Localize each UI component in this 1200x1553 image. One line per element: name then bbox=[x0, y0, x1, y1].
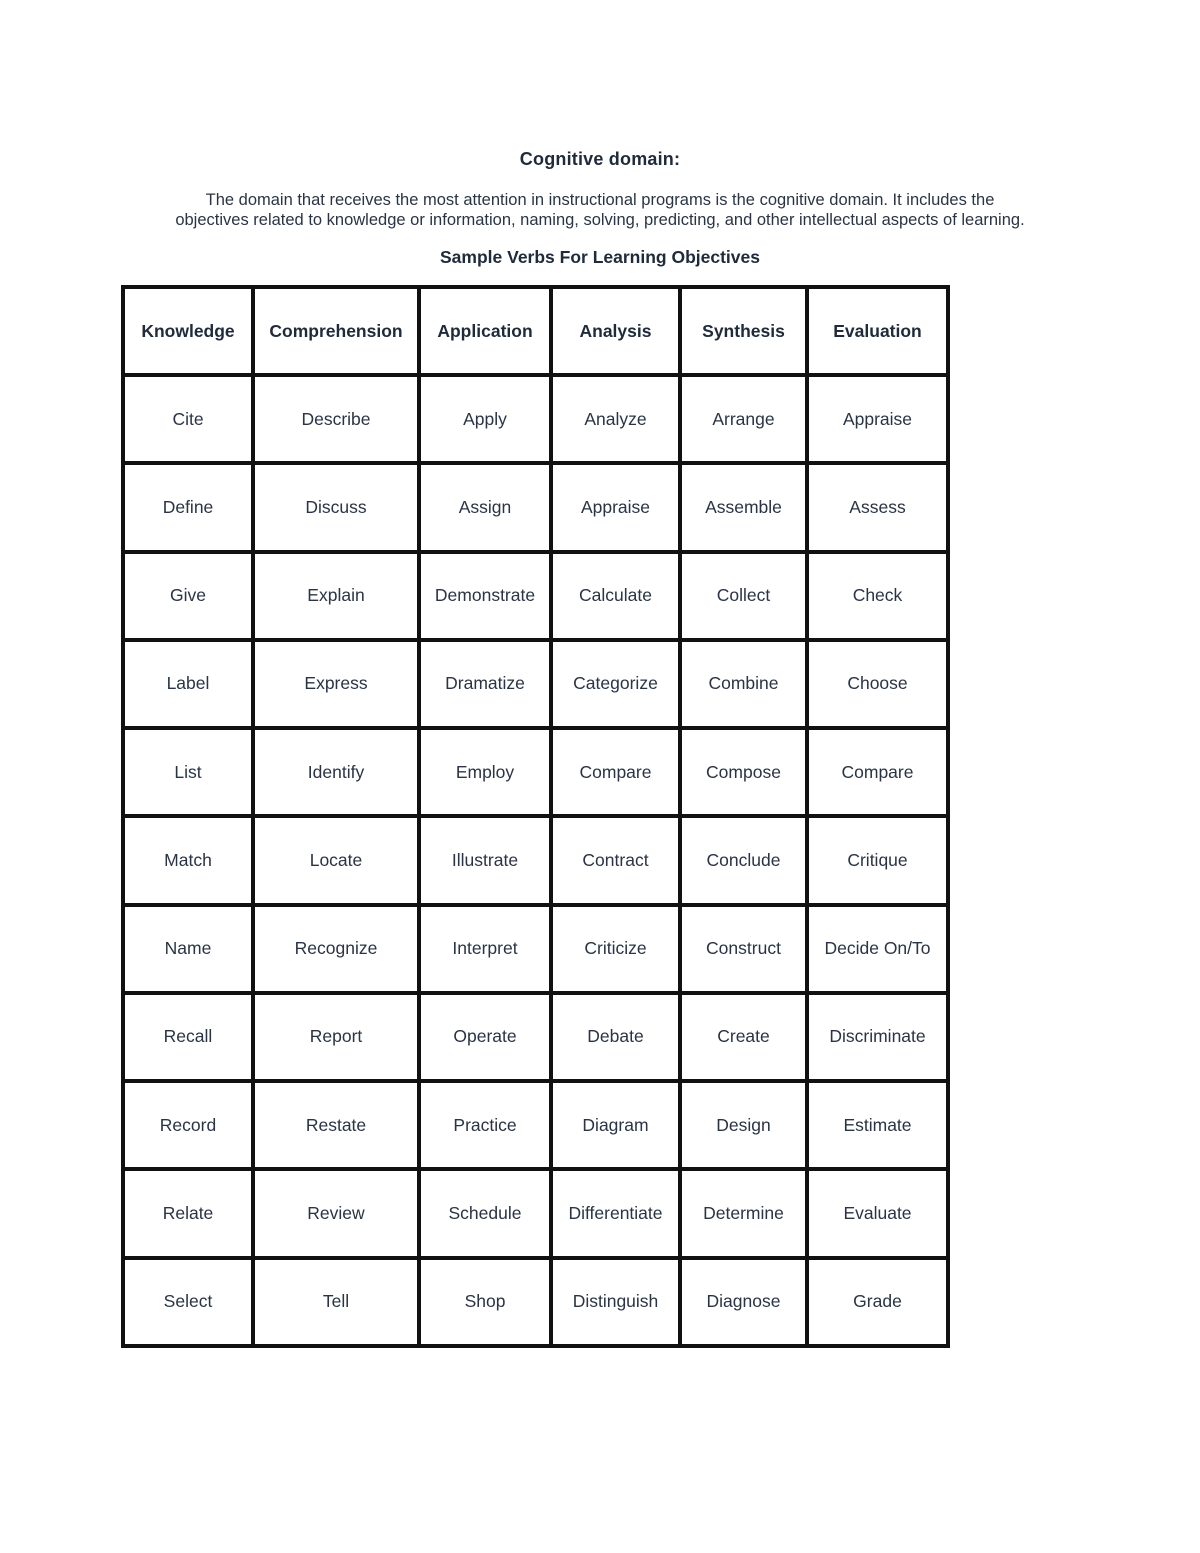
cell-synthesis: Compose bbox=[680, 728, 807, 816]
cell-application: Assign bbox=[419, 463, 551, 551]
cell-knowledge: Give bbox=[123, 552, 253, 640]
cell-application: Employ bbox=[419, 728, 551, 816]
cell-evaluation: Check bbox=[807, 552, 948, 640]
intro-line-2: objectives related to knowledge or information, naming, solving, predicting, and other intellectual aspects of learning. bbox=[175, 211, 1025, 229]
cell-synthesis: Collect bbox=[680, 552, 807, 640]
table-row bbox=[123, 375, 948, 463]
cell-analysis: Contract bbox=[551, 816, 680, 904]
cell-application: Illustrate bbox=[419, 816, 551, 904]
cell-analysis: Calculate bbox=[551, 552, 680, 640]
cell-synthesis: Construct bbox=[680, 905, 807, 993]
cell-comprehension: Describe bbox=[253, 375, 419, 463]
table-row bbox=[123, 905, 948, 993]
cell-evaluation: Decide On/To bbox=[807, 905, 948, 993]
cell-knowledge: Relate bbox=[123, 1169, 253, 1257]
cell-knowledge: Match bbox=[123, 816, 253, 904]
cell-synthesis: Design bbox=[680, 1081, 807, 1169]
cell-application: Shop bbox=[419, 1258, 551, 1346]
cell-comprehension: Explain bbox=[253, 552, 419, 640]
header-application: Application bbox=[419, 287, 551, 375]
cell-analysis: Appraise bbox=[551, 463, 680, 551]
cell-synthesis: Create bbox=[680, 993, 807, 1081]
cell-synthesis: Conclude bbox=[680, 816, 807, 904]
cell-application: Interpret bbox=[419, 905, 551, 993]
cell-application: Schedule bbox=[419, 1169, 551, 1257]
cell-analysis: Distinguish bbox=[551, 1258, 680, 1346]
table-row bbox=[123, 463, 948, 551]
cell-application: Dramatize bbox=[419, 640, 551, 728]
cell-analysis: Criticize bbox=[551, 905, 680, 993]
cell-evaluation: Discriminate bbox=[807, 993, 948, 1081]
cell-analysis: Categorize bbox=[551, 640, 680, 728]
cell-synthesis: Diagnose bbox=[680, 1258, 807, 1346]
cell-evaluation: Choose bbox=[807, 640, 948, 728]
cell-evaluation: Compare bbox=[807, 728, 948, 816]
cell-knowledge: Record bbox=[123, 1081, 253, 1169]
page-title: Cognitive domain: bbox=[519, 149, 681, 169]
table-row bbox=[123, 1258, 948, 1346]
cell-knowledge: Cite bbox=[123, 375, 253, 463]
cell-evaluation: Critique bbox=[807, 816, 948, 904]
cell-knowledge: Select bbox=[123, 1258, 253, 1346]
table-row bbox=[123, 640, 948, 728]
cell-synthesis: Assemble bbox=[680, 463, 807, 551]
cell-knowledge: Name bbox=[123, 905, 253, 993]
table-title: Sample Verbs For Learning Objectives bbox=[440, 247, 760, 267]
cell-knowledge: Recall bbox=[123, 993, 253, 1081]
learning-verbs-table bbox=[121, 285, 950, 1348]
table-row bbox=[123, 552, 948, 640]
table-header-row bbox=[123, 287, 948, 375]
cell-evaluation: Evaluate bbox=[807, 1169, 948, 1257]
cell-comprehension: Report bbox=[253, 993, 419, 1081]
cell-evaluation: Grade bbox=[807, 1258, 948, 1346]
cell-comprehension: Review bbox=[253, 1169, 419, 1257]
cell-comprehension: Discuss bbox=[253, 463, 419, 551]
cell-analysis: Differentiate bbox=[551, 1169, 680, 1257]
cell-comprehension: Recognize bbox=[253, 905, 419, 993]
cell-synthesis: Combine bbox=[680, 640, 807, 728]
cell-knowledge: Define bbox=[123, 463, 253, 551]
cell-evaluation: Assess bbox=[807, 463, 948, 551]
cell-comprehension: Tell bbox=[253, 1258, 419, 1346]
cell-knowledge: List bbox=[123, 728, 253, 816]
cell-analysis: Compare bbox=[551, 728, 680, 816]
intro-line-1: The domain that receives the most attention in instructional programs is the cognitive domain. It includes the bbox=[205, 191, 995, 209]
cell-comprehension: Locate bbox=[253, 816, 419, 904]
cell-evaluation: Estimate bbox=[807, 1081, 948, 1169]
header-analysis: Analysis bbox=[551, 287, 680, 375]
cell-application: Demonstrate bbox=[419, 552, 551, 640]
cell-comprehension: Restate bbox=[253, 1081, 419, 1169]
header-evaluation: Evaluation bbox=[807, 287, 948, 375]
header-knowledge: Knowledge bbox=[123, 287, 253, 375]
table-row bbox=[123, 993, 948, 1081]
table-row bbox=[123, 1169, 948, 1257]
table-row bbox=[123, 1081, 948, 1169]
header-synthesis: Synthesis bbox=[680, 287, 807, 375]
cell-analysis: Debate bbox=[551, 993, 680, 1081]
cell-synthesis: Arrange bbox=[680, 375, 807, 463]
table-body bbox=[123, 375, 948, 1346]
cell-analysis: Analyze bbox=[551, 375, 680, 463]
cell-comprehension: Express bbox=[253, 640, 419, 728]
cell-application: Apply bbox=[419, 375, 551, 463]
cell-evaluation: Appraise bbox=[807, 375, 948, 463]
intro-paragraph bbox=[120, 190, 1080, 230]
cell-application: Practice bbox=[419, 1081, 551, 1169]
header-comprehension: Comprehension bbox=[253, 287, 419, 375]
cell-synthesis: Determine bbox=[680, 1169, 807, 1257]
cell-analysis: Diagram bbox=[551, 1081, 680, 1169]
table-row bbox=[123, 728, 948, 816]
cell-application: Operate bbox=[419, 993, 551, 1081]
cell-knowledge: Label bbox=[123, 640, 253, 728]
table-row bbox=[123, 816, 948, 904]
cell-comprehension: Identify bbox=[253, 728, 419, 816]
